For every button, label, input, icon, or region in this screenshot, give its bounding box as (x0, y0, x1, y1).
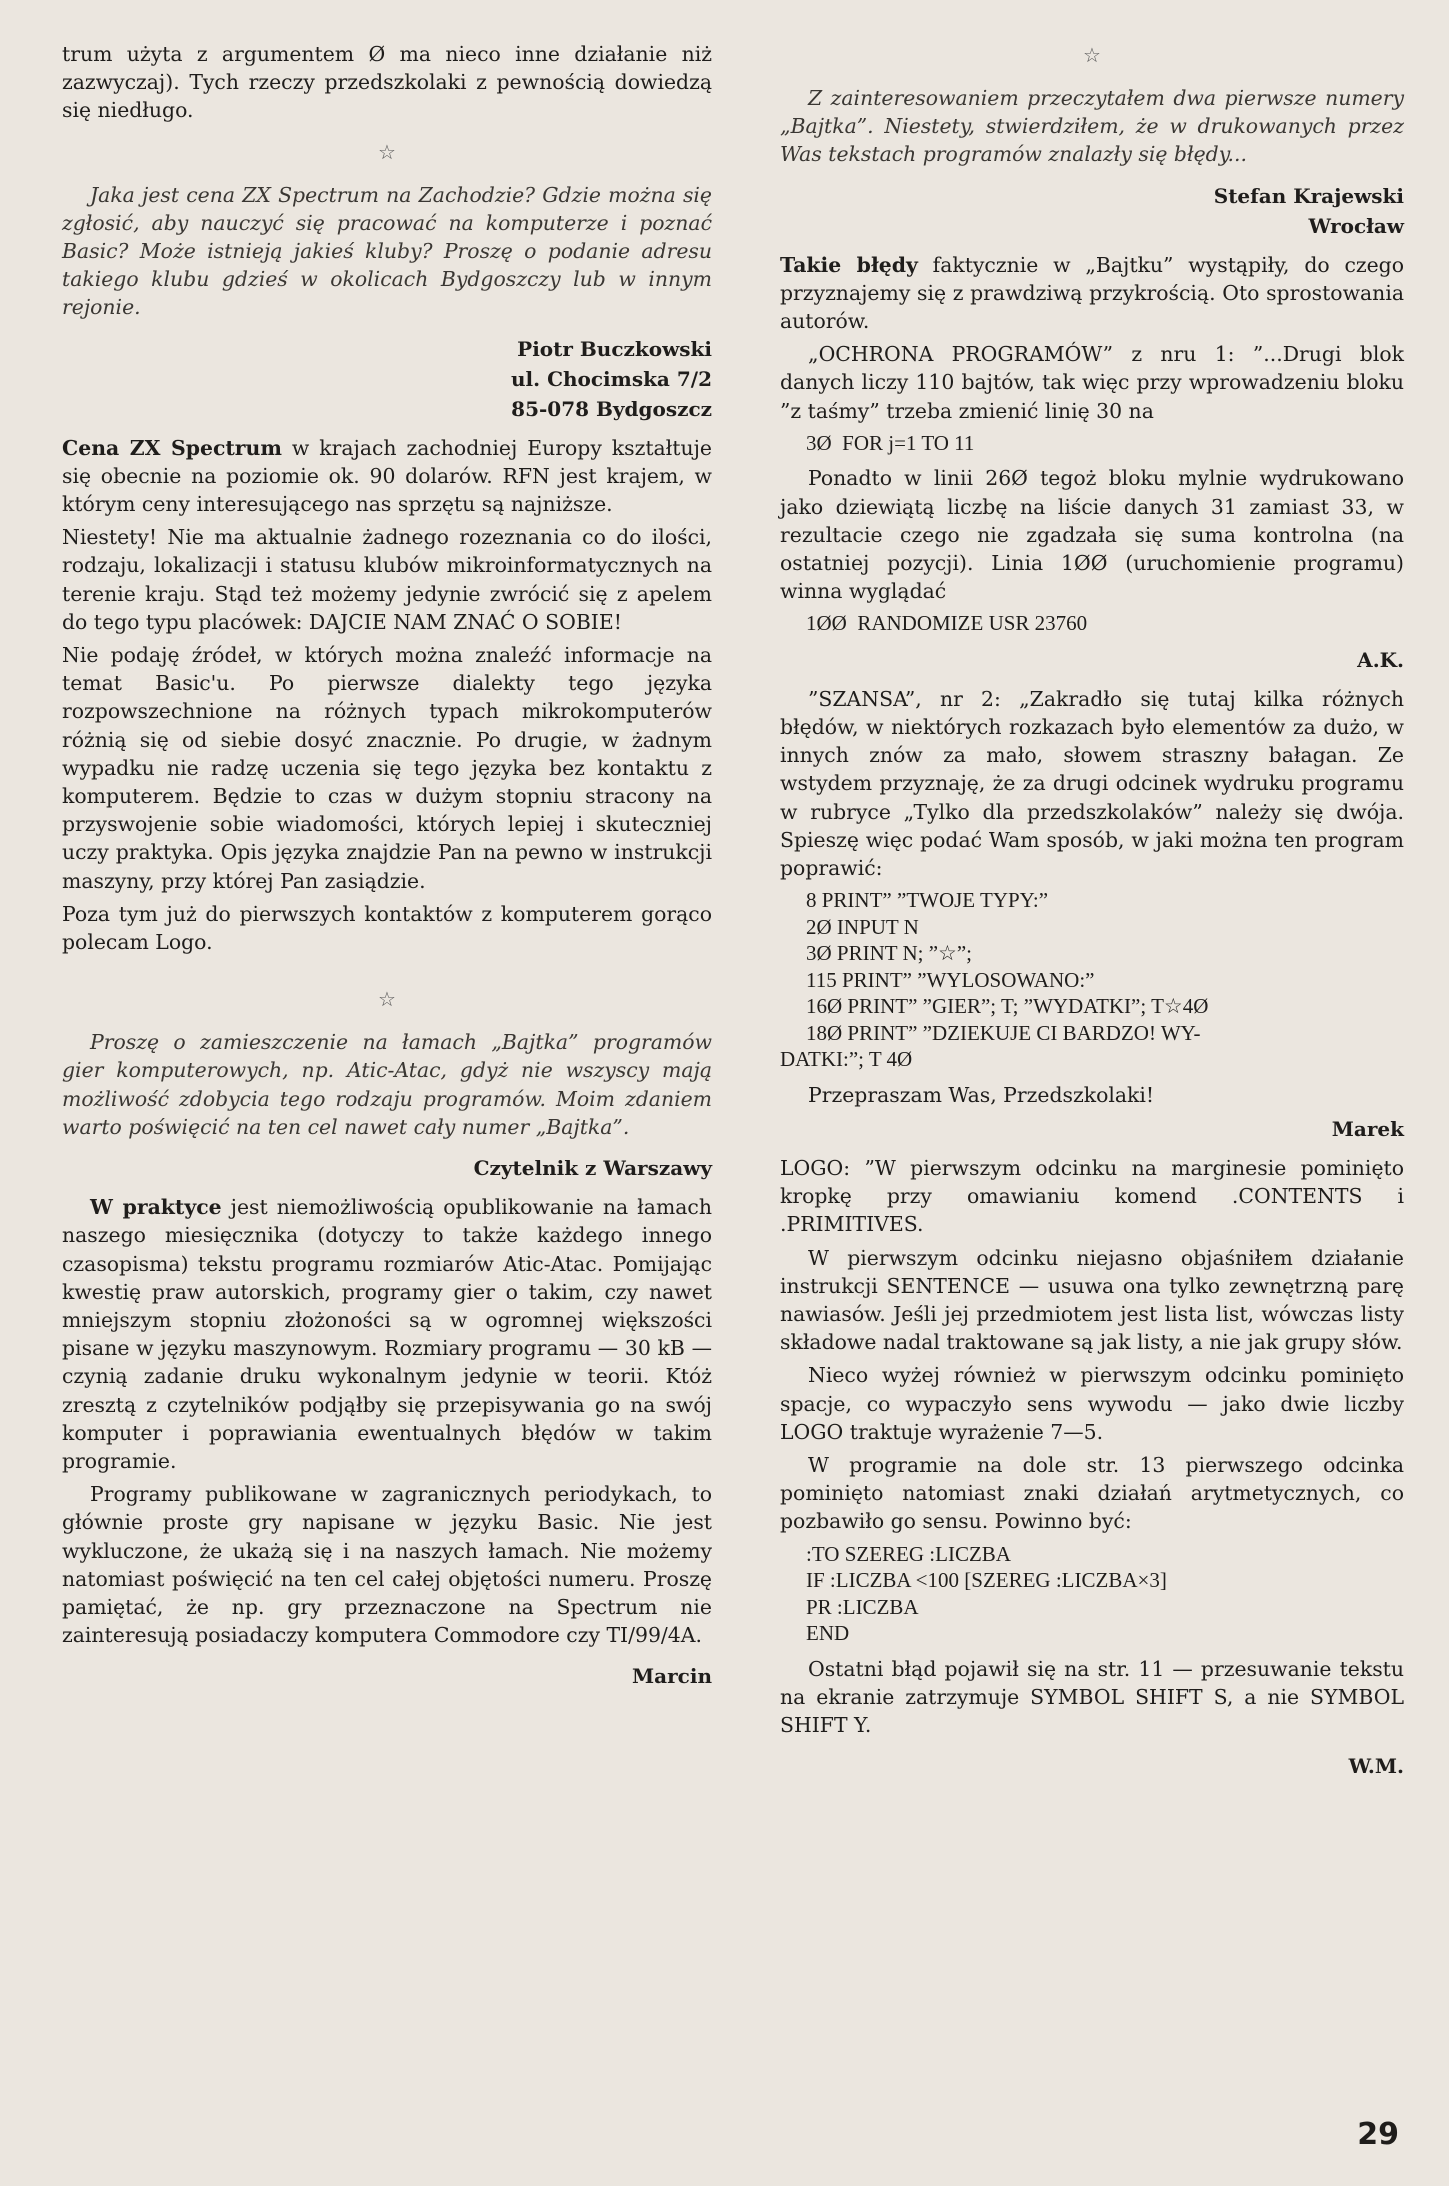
reader-question-1: Jaka jest cena ZX Spectrum na Zachodzie? Gdzie można się zgłosić, aby nauczyć się pracować na komputerze i poznać Basic? Może istnieją jakieś kluby? Proszę o podanie adresu takiego klubu gdzieś w okolicach Bydgoszczy lub w innym rejonie. (62, 182, 712, 320)
code-line: 2Ø INPUT N (806, 914, 919, 939)
code-line: 16Ø PRINT” ”GIER”; T; ”WYDATKI”; T☆4Ø (806, 994, 1209, 1019)
signature-4 (780, 181, 1404, 241)
code-line: 1ØØ RANDOMIZE USR 23760 (806, 611, 1088, 636)
code-snippet (780, 610, 1404, 637)
code-snippet (780, 1541, 1404, 1647)
answer-5-paragraph: W pierwszym odcinku niejasno objaśniłem działanie instrukcji SENTENCE — usuwa ona tylko zewnętrzną parę nawiasów. Jeśli jej przedmiotem jest lista list, wówczas listy składowe nadal traktowane są jak listy, a nie jak grupy słów. (780, 1245, 1404, 1355)
signature-line: Stefan Krajewski (1213, 183, 1404, 208)
answer-1-paragraph: Nie podaję źródeł, w których można znaleźć informacje na temat Basic'u. Po pierwsze dialekty tego języka rozpowszechnione na różnych typach mikrokomputerów różnią się od siebie dosyć znacznie. Po drugie, w żadnym wypadku nie radzę uczenia się tego języka bez kontaktu z komputerem. Będzie to czas w dużym stopniu stracony na przyswojenie sobie wiadomości, których lepiej i skuteczniej uczy praktyka. Opis języka znajdzie Pan na pewno w instrukcji maszyny, przy której Pan zasiądzie. (62, 643, 712, 893)
answer-1-paragraph: Poza tym już do pierwszych kontaktów z komputerem gorąco polecam Logo. (62, 901, 712, 955)
signature-2: Czytelnik z Warszawy (473, 1156, 712, 1181)
code-line: 18Ø PRINT” ”DZIEKUJE CI BARDZO! WY- (806, 1020, 1201, 1045)
code-snippet (780, 430, 1404, 457)
answer-3-paragraph: Ponadto w linii 26Ø tegoż bloku mylnie wydrukowano jako dziewiątą liczbę na liście danych 31 zamiast 33, w rezultacie czego nie zgadzała się suma kontrolna (na ostatniej pozycji). Linia 1ØØ (uruchomienie programu) winna wyglądać (780, 466, 1404, 604)
intro-paragraph: trum użyta z argumentem Ø ma nieco inne działanie niż zazwyczaj). Tych rzeczy przedszkolaki z pewnością dowiedzą się niedługo. (62, 42, 712, 123)
code-line: PR :LICZBA (806, 1594, 919, 1619)
answer-lead: Takie błędy (780, 252, 918, 277)
answer-5-paragraph: Nieco wyżej również w pierwszym odcinku pominięto spacje, co wypaczyło sens wywodu — jako dwie liczby LOGO traktuje wyrażenie 7—5. (780, 1363, 1404, 1444)
signature-7: W.M. (1348, 1754, 1404, 1779)
code-snippet (780, 1046, 1404, 1073)
answer-3-paragraph: „OCHRONA PROGRAMÓW” z nru 1: ”...Drugi blok danych liczy 110 bajtów, tak więc przy wprowadzeniu bloku ”z taśmy” trzeba zmienić linię 30 na (780, 342, 1404, 423)
page-number: 29 (1357, 2117, 1399, 2152)
star-separator-icon: ☆ (378, 139, 396, 164)
answer-5-paragraph: W programie na dole str. 13 pierwszego odcinka pominięto natomiast znaki działań arytmetycznych, co pozbawiło go sensu. Powinno być: (780, 1453, 1404, 1534)
signature-6: Marek (1331, 1116, 1404, 1141)
code-line: 3Ø FOR j=1 TO 11 (806, 430, 975, 455)
answer-2-paragraph: W praktyce jest niemożliwością opublikowanie na łamach naszego miesięcznika (dotyczy to także każdego innego czasopisma) tekstu programu rozmiarów Atic-Atac. Pomijając kwestię praw autorskich, programy gier o takim, czy nawet mniejszym stopniu złożoności są w ogromnej większości pisane w języku maszynowym. Rozmiary programu — 30 kB — czynią zadanie druku wykonalnym jedynie w teorii. Któż zresztą z czytelników podjąłby się przepisywania go na swój komputer i poprawiania ewentualnych błędów w takim programie. (62, 1195, 712, 1473)
answer-1-paragraph: Niestety! Nie ma aktualnie żadnego rozeznania co do ilości, rodzaju, lokalizacji i statusu klubów mikroinformatycznych na terenie kraju. Stąd też możemy jedynie zwrócić się z apelem do tego typu placówek: DAJCIE NAM ZNAĆ O SOBIE! (62, 525, 712, 634)
reader-question-3: Z zainteresowaniem przeczytałem dwa pierwsze numery „Bajtka”. Niestety, stwierdziłem, że w drukowanych przez Was tekstach programów znalazły się błędy... (780, 86, 1404, 167)
answer-lead: Cena ZX Spectrum (62, 435, 282, 460)
answer-2-paragraph: Programy publikowane w zagranicznych periodykach, to głównie proste gry napisane w języku Basic. Nie jest wykluczone, że ukażą się i na naszych łamach. Nie możemy natomiast poświęcić na ten cel całej objętości numeru. Proszę pamiętać, że np. gry przeznaczone na Spectrum nie zainteresują posiadaczy komputera Commodore czy TI/99/4A. (62, 1482, 712, 1648)
answer-5-paragraph: LOGO: ”W pierwszym odcinku na marginesie pominięto kropkę przy omawianiu komend .CONTENTS i .PRIMITIVES. (780, 1155, 1404, 1237)
code-line: DATKI:”; T 4Ø (780, 1047, 913, 1072)
code-line: IF :LICZBA <100 [SZEREG :LICZBA×3] (806, 1568, 1167, 1593)
answer-lead: W praktyce (90, 1195, 222, 1220)
left-column (62, 40, 712, 1701)
answer-5-paragraph: Ostatni błąd pojawił się na str. 11 — przesuwanie tekstu na ekranie zatrzymuje SYMBOL SHIFT S, a nie SYMBOL SHIFT Y. (780, 1656, 1404, 1738)
signature-line: Wrocław (1308, 213, 1404, 238)
answer-4-paragraph: Przepraszam Was, Przedszkolaki! (808, 1082, 1155, 1107)
signature-line: ul. Chocimska 7/2 (511, 366, 712, 391)
signature-line: 85-078 Bydgoszcz (511, 396, 712, 421)
answer-3-paragraph: Takie błędy faktycznie w „Bajtku” wystąpiły, do czego przyznajemy się z prawdziwą przykrością. Oto sprostowania autorów. (780, 252, 1404, 334)
star-separator-icon: ☆ (1083, 43, 1101, 67)
code-line: 8 PRINT” ”TWOJE TYPY:” (806, 888, 1049, 913)
code-line: :TO SZEREG :LICZBA (806, 1541, 1011, 1566)
answer-4-paragraph: ”SZANSA”, nr 2: „Zakradło się tutaj kilka różnych błędów, w niektórych rozkazach było elementów za dużo, w innych znów za mało, słowem straszny bałagan. Ze wstydem przyznaję, że za drugi odcinek wydruku programu w rubryce „Tylko dla przedszkolaków” należy się dwója. Spieszę więc podać Wam sposób, w jaki można ten program poprawić: (780, 686, 1404, 881)
signature-1 (62, 334, 712, 424)
code-line: 115 PRINT” ”WYLOSOWANO:” (806, 967, 1095, 992)
code-line: 3Ø PRINT N; ”☆”; (806, 941, 973, 966)
code-snippet (780, 887, 1404, 1046)
star-separator-icon: ☆ (378, 987, 396, 1012)
answer-1-paragraph: Cena ZX Spectrum w krajach zachodniej Europy kształtuje się obecnie na poziomie ok. 90 dolarów. RFN jest krajem, w którym ceny interesującego nas sprzętu są najniższe. (62, 435, 712, 517)
signature-3: Marcin (632, 1664, 712, 1689)
code-line: END (806, 1621, 850, 1646)
right-column (780, 40, 1404, 1791)
signature-line: Piotr Buczkowski (517, 336, 712, 361)
reader-question-2: Proszę o zamieszczenie na łamach „Bajtka” programów gier komputerowych, np. Atic-Atac, gdyż nie wszyscy mają możliwość zdobycia tego rodzaju programów. Moim zdaniem warto poświęcić na ten cel nawet cały numer „Bajtka”. (62, 1030, 712, 1139)
signature-5: A.K. (1357, 647, 1404, 672)
